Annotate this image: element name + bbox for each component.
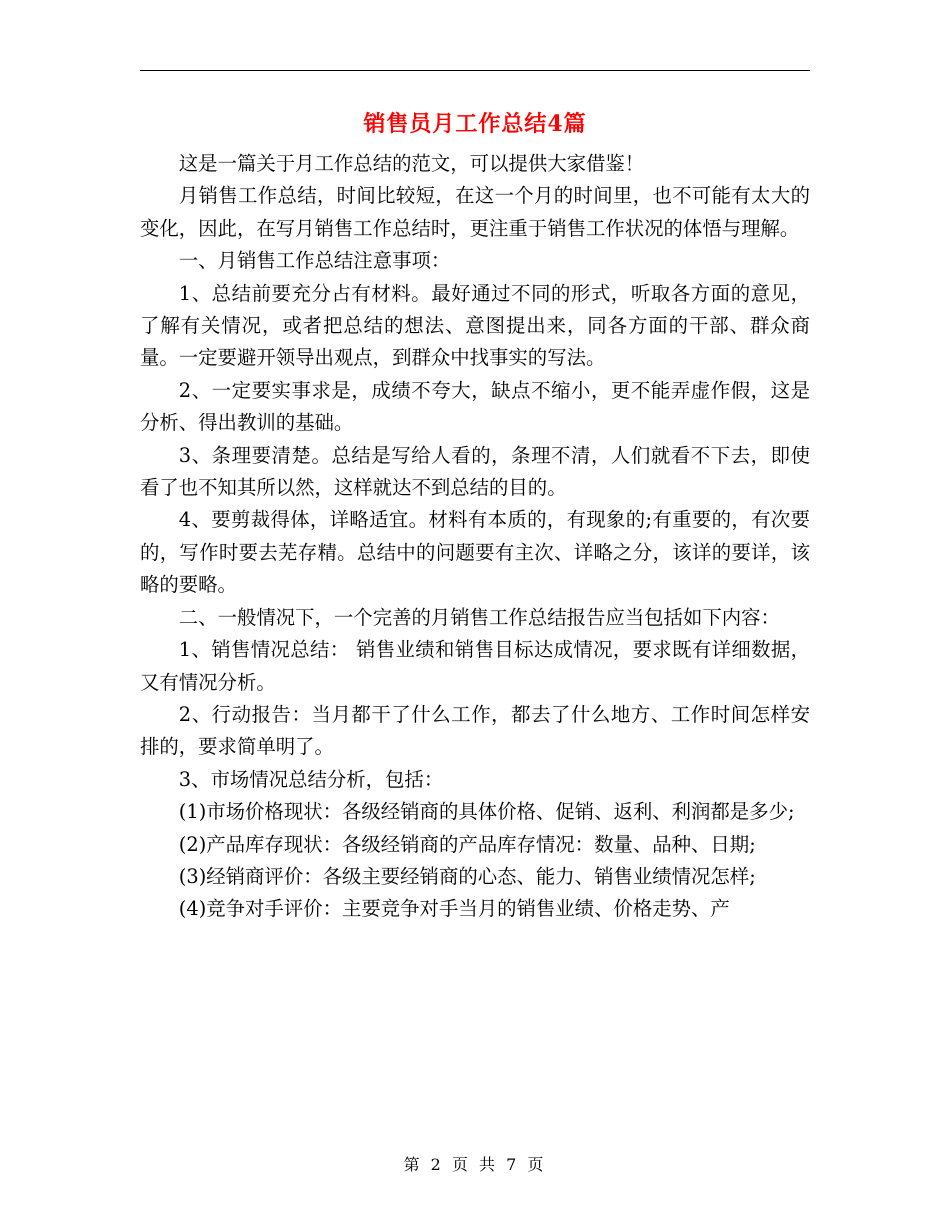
intro-paragraph: 这是一篇关于月工作总结的范文，可以提供大家借鉴！ [178,152,645,175]
page-number: 第 2 页 共 7 页 [403,1155,547,1174]
document-title: 销售员月工作总结4篇 [363,111,587,137]
list-item: 2、行动报告：当月都干了什么工作，都去了什么地方、工作时间怎样安排的，要求简单明了。 [140,702,810,759]
paragraph: 月销售工作总结，时间比较短，在这一个月的时间里，也不可能有太大的变化，因此，在写月销售工作总结时，更注重于销售工作状况的体悟与理解。 [140,184,810,240]
sub-list-item: (4)竞争对手评价：主要竞争对手当月的销售业绩、价格走势、产 [178,897,730,921]
section-heading: 二、一般情况下，一个完善的月销售工作总结报告应当包括如下内容： [178,605,780,629]
sub-list-item: (2)产品库存现状：各级经销商的产品库存情况：数量、品种、日期; [178,832,756,856]
list-item: 3、市场情况总结分析，包括： [178,767,444,791]
section-heading: 一、月销售工作总结注意事项： [178,249,451,273]
document-body [140,148,810,926]
list-item: 3、条理要清楚。总结是写给人看的，条理不清，人们就看不下去，即使看了也不知其所以然，这样就达不到总结的目的。 [140,443,810,500]
list-item: 4、要剪裁得体，详略适宜。材料有本质的，有现象的;有重要的，有次要的，写作时要去芜存精。总结中的问题要有主次、详略之分，该详的要详，该略的要略。 [140,508,810,597]
header-rule [140,70,810,71]
sub-list-item: (3)经销商评价：各级主要经销商的心态、能力、销售业绩情况怎样; [178,864,756,888]
list-item: 1、销售情况总结： 销售业绩和销售目标达成情况，要求既有详细数据，又有情况分析。 [140,638,810,694]
list-item: 2、一定要实事求是，成绩不夸大，缺点不缩小，更不能弄虚作假，这是分析、得出教训的基础。 [140,378,810,435]
sub-list-item: (1)市场价格现状：各级经销商的具体价格、促销、返利、利润都是多少; [178,800,795,824]
list-item: 1、总结前要充分占有材料。最好通过不同的形式，听取各方面的意见，了解有关情况，或者把总结的想法、意图提出来，同各方面的干部、群众商量。一定要避开领导出观点，到群众中找事实的写法。 [140,281,810,370]
